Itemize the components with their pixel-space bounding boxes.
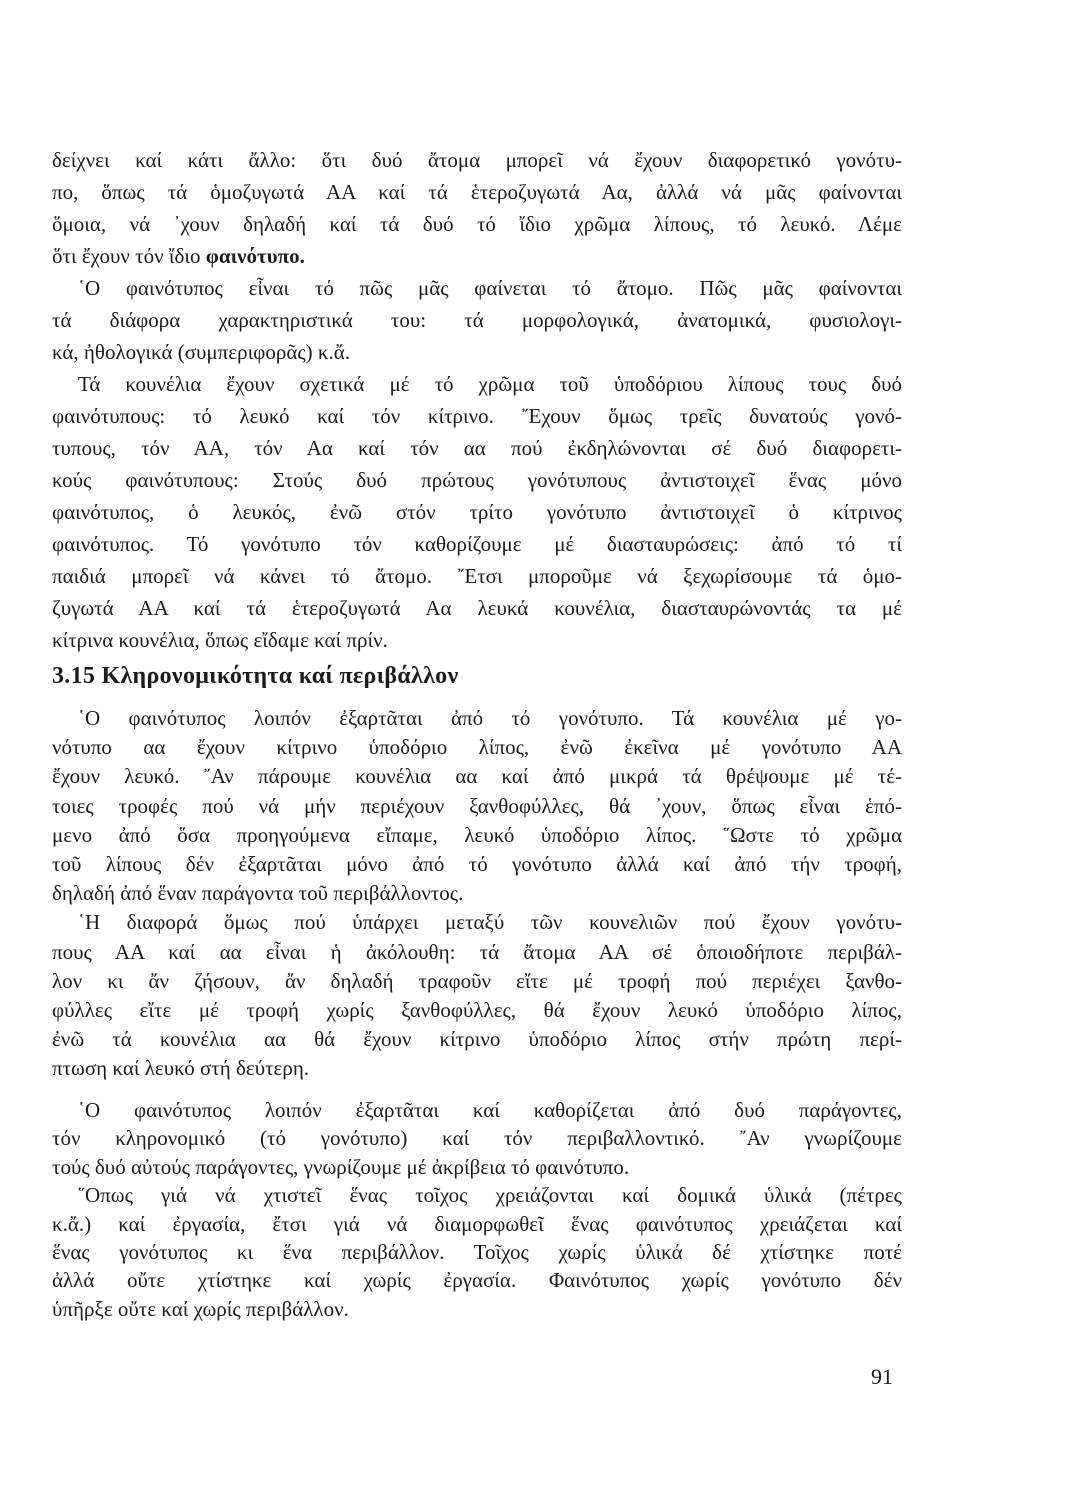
text-line: πους ΑΑ καί αα εἶναι ἡ ἀκόλουθη: τά ἄτομα ΑΑ σέ ὁποιοδήποτε περιβάλ- bbox=[52, 939, 902, 964]
text-line: παιδιά μπορεῖ νά κάνει τό ἄτομο. ῎Ετσι μποροῦμε νά ξεχωρίσουμε τά ὁμο- bbox=[52, 564, 902, 588]
bold-term: φαινότυπο. bbox=[205, 244, 305, 268]
text-segment: ὅτι ἔχουν τόν ἴδιο bbox=[52, 244, 206, 268]
paragraph bbox=[52, 272, 902, 368]
text-line: ῾Η διαφορά ὅμως πού ὑπάρχει μεταξύ τῶν κουνελιῶν πού ἔχουν γονότυ- bbox=[78, 910, 902, 935]
text-line: δείχνει καί κάτι ἄλλο: ὅτι δυό ἄτομα μπορεῖ νά ἔχουν διαφορετικό γονότυ- bbox=[52, 148, 902, 172]
text-line: λον κι ἄν ζήσουν, ἄν δηλαδή τραφοῦν εἴτε μέ τροφή πού περιέχει ξανθο- bbox=[52, 968, 902, 993]
text-line: φαινότυπος, ὁ λευκός, ἐνῶ στόν τρίτο γονότυπο ἀντιστοιχεῖ ὁ κίτρινος bbox=[52, 500, 902, 524]
text-line: ἀλλά οὔτε χτίστηκε καί χωρίς ἐργασία. Φαινότυπος χωρίς γονότυπο δέν bbox=[52, 1268, 902, 1293]
text-line: τοιες τροφές πού νά μήν περιέχουν ξανθοφύλλες, θά ᾽χουν, ὅπως εἶναι ἑπό- bbox=[52, 793, 902, 818]
text-line: κίτρινα κουνέλια, ὅπως εἴδαμε καί πρίν. bbox=[52, 628, 388, 652]
text-line: πτωση καί λευκό στή δεύτερη. bbox=[52, 1056, 310, 1081]
text-line: τούς δυό αὐτούς παράγοντες, γνωρίζουμε μέ ἀκρίβεια τό φαινότυπο. bbox=[52, 1154, 630, 1179]
text-line: φαινότυπος. Τό γονότυπο τόν καθορίζουμε μέ διασταυρώσεις: ἀπό τό τί bbox=[52, 532, 902, 556]
text-line: ζυγωτά ΑΑ καί τά ἑτεροζυγωτά Αα λευκά κουνέλια, διασταυρώνοντάς τα μέ bbox=[52, 596, 902, 620]
text-line: τόν κληρονομικό (τό γονότυπο) καί τόν περιβαλλοντικό. ῎Αν γνωρίζουμε bbox=[52, 1126, 902, 1151]
text-line: μενο ἀπό ὅσα προηγούμενα εἴπαμε, λευκό ὑποδόριο λίπος. ῞Ωστε τό χρῶμα bbox=[52, 822, 902, 847]
text-line: Τά κουνέλια ἔχουν σχετικά μέ τό χρῶμα τοῦ ὑποδόριου λίπους τους δυό bbox=[78, 372, 902, 396]
text-line: τυπους, τόν ΑΑ, τόν Αα καί τόν αα πού ἐκδηλώνονται σέ δυό διαφορετι- bbox=[52, 436, 902, 460]
text-line: φύλλες εἴτε μέ τροφή χωρίς ξανθοφύλλες, θά ἔχουν λευκό ὑποδόριο λίπος, bbox=[52, 998, 902, 1023]
text-line: ὅμοια, νά ᾽χουν δηλαδή καί τά δυό τό ἴδιο χρῶμα λίπους, τό λευκό. Λέμε bbox=[52, 212, 902, 236]
text-line: πο, ὅπως τά ὁμοζυγωτά ΑΑ καί τά ἑτεροζυγωτά Αα, ἀλλά νά μᾶς φαίνονται bbox=[52, 180, 902, 204]
paragraph bbox=[52, 144, 902, 272]
text-line: ῾Ο φαινότυπος λοιπόν ἐξαρτᾶται ἀπό τό γονότυπο. Τά κουνέλια μέ γο- bbox=[78, 706, 902, 730]
paragraph bbox=[52, 704, 902, 908]
paragraph bbox=[52, 1181, 902, 1323]
text-line: τά διάφορα χαρακτηριστικά του: τά μορφολογικά, ἀνατομικά, φυσιολογι- bbox=[52, 308, 902, 332]
text-line: ῾Ο φαινότυπος εἶναι τό πῶς μᾶς φαίνεται τό ἄτομο. Πῶς μᾶς φαίνονται bbox=[78, 276, 902, 300]
text-line: κούς φαινότυπους: Στούς δυό πρώτους γονότυπους ἀντιστοιχεῖ ἕνας μόνο bbox=[52, 468, 902, 492]
section-heading: 3.15 Κληρονομικότητα καί περιβάλλον bbox=[52, 663, 459, 689]
text-line: κ.ἄ.) καί ἐργασία, ἔτσι γιά νά διαμορφωθεῖ ἕνας φαινότυπος χρειάζεται καί bbox=[52, 1211, 902, 1236]
text-line bbox=[52, 240, 902, 272]
text-line: δηλαδή ἀπό ἕναν παράγοντα τοῦ περιβάλλοντος. bbox=[52, 881, 464, 906]
paragraph bbox=[52, 908, 902, 1083]
paragraph bbox=[52, 1096, 902, 1181]
text-line: ἕνας γονότυπος κι ἕνα περιβάλλον. Τοῖχος χωρίς ὑλικά δέ χτίστηκε ποτέ bbox=[52, 1240, 902, 1265]
text-line: ἐνῶ τά κουνέλια αα θά ἔχουν κίτρινο ὑποδόριο λίπος στήν πρώτη περί- bbox=[52, 1027, 902, 1052]
text-block-intro bbox=[52, 144, 902, 656]
text-block-section bbox=[52, 704, 902, 1084]
text-block-conclusion bbox=[52, 1096, 902, 1323]
text-line: νότυπο αα ἔχουν κίτρινο ὑποδόριο λίπος, ἐνῶ ἐκεῖνα μέ γονότυπο ΑΑ bbox=[52, 735, 902, 760]
page-number: 91 bbox=[871, 1364, 893, 1389]
text-line: κά, ἠθολογικά (συμπεριφορᾶς) κ.ἄ. bbox=[52, 340, 350, 364]
paragraph bbox=[52, 368, 902, 656]
text-line: ἔχουν λευκό. ῎Αν πάρουμε κουνέλια αα καί ἀπό μικρά τά θρέψουμε μέ τέ- bbox=[52, 764, 902, 789]
text-line: φαινότυπους: τό λευκό καί τόν κίτρινο. ῎Εχουν ὅμως τρεῖς δυνατούς γονό- bbox=[52, 404, 902, 428]
text-line: ῾Ο φαινότυπος λοιπόν ἐξαρτᾶται καί καθορίζεται ἀπό δυό παράγοντες, bbox=[78, 1098, 902, 1122]
text-line: ῞Οπως γιά νά χτιστεῖ ἕνας τοῖχος χρειάζονται καί δομικά ὑλικά (πέτρες bbox=[78, 1183, 902, 1208]
text-line: ὑπῆρξε οὔτε καί χωρίς περιβάλλον. bbox=[52, 1296, 349, 1321]
text-line: τοῦ λίπους δέν ἐξαρτᾶται μόνο ἀπό τό γονότυπο ἀλλά καί ἀπό τήν τροφή, bbox=[52, 852, 902, 877]
